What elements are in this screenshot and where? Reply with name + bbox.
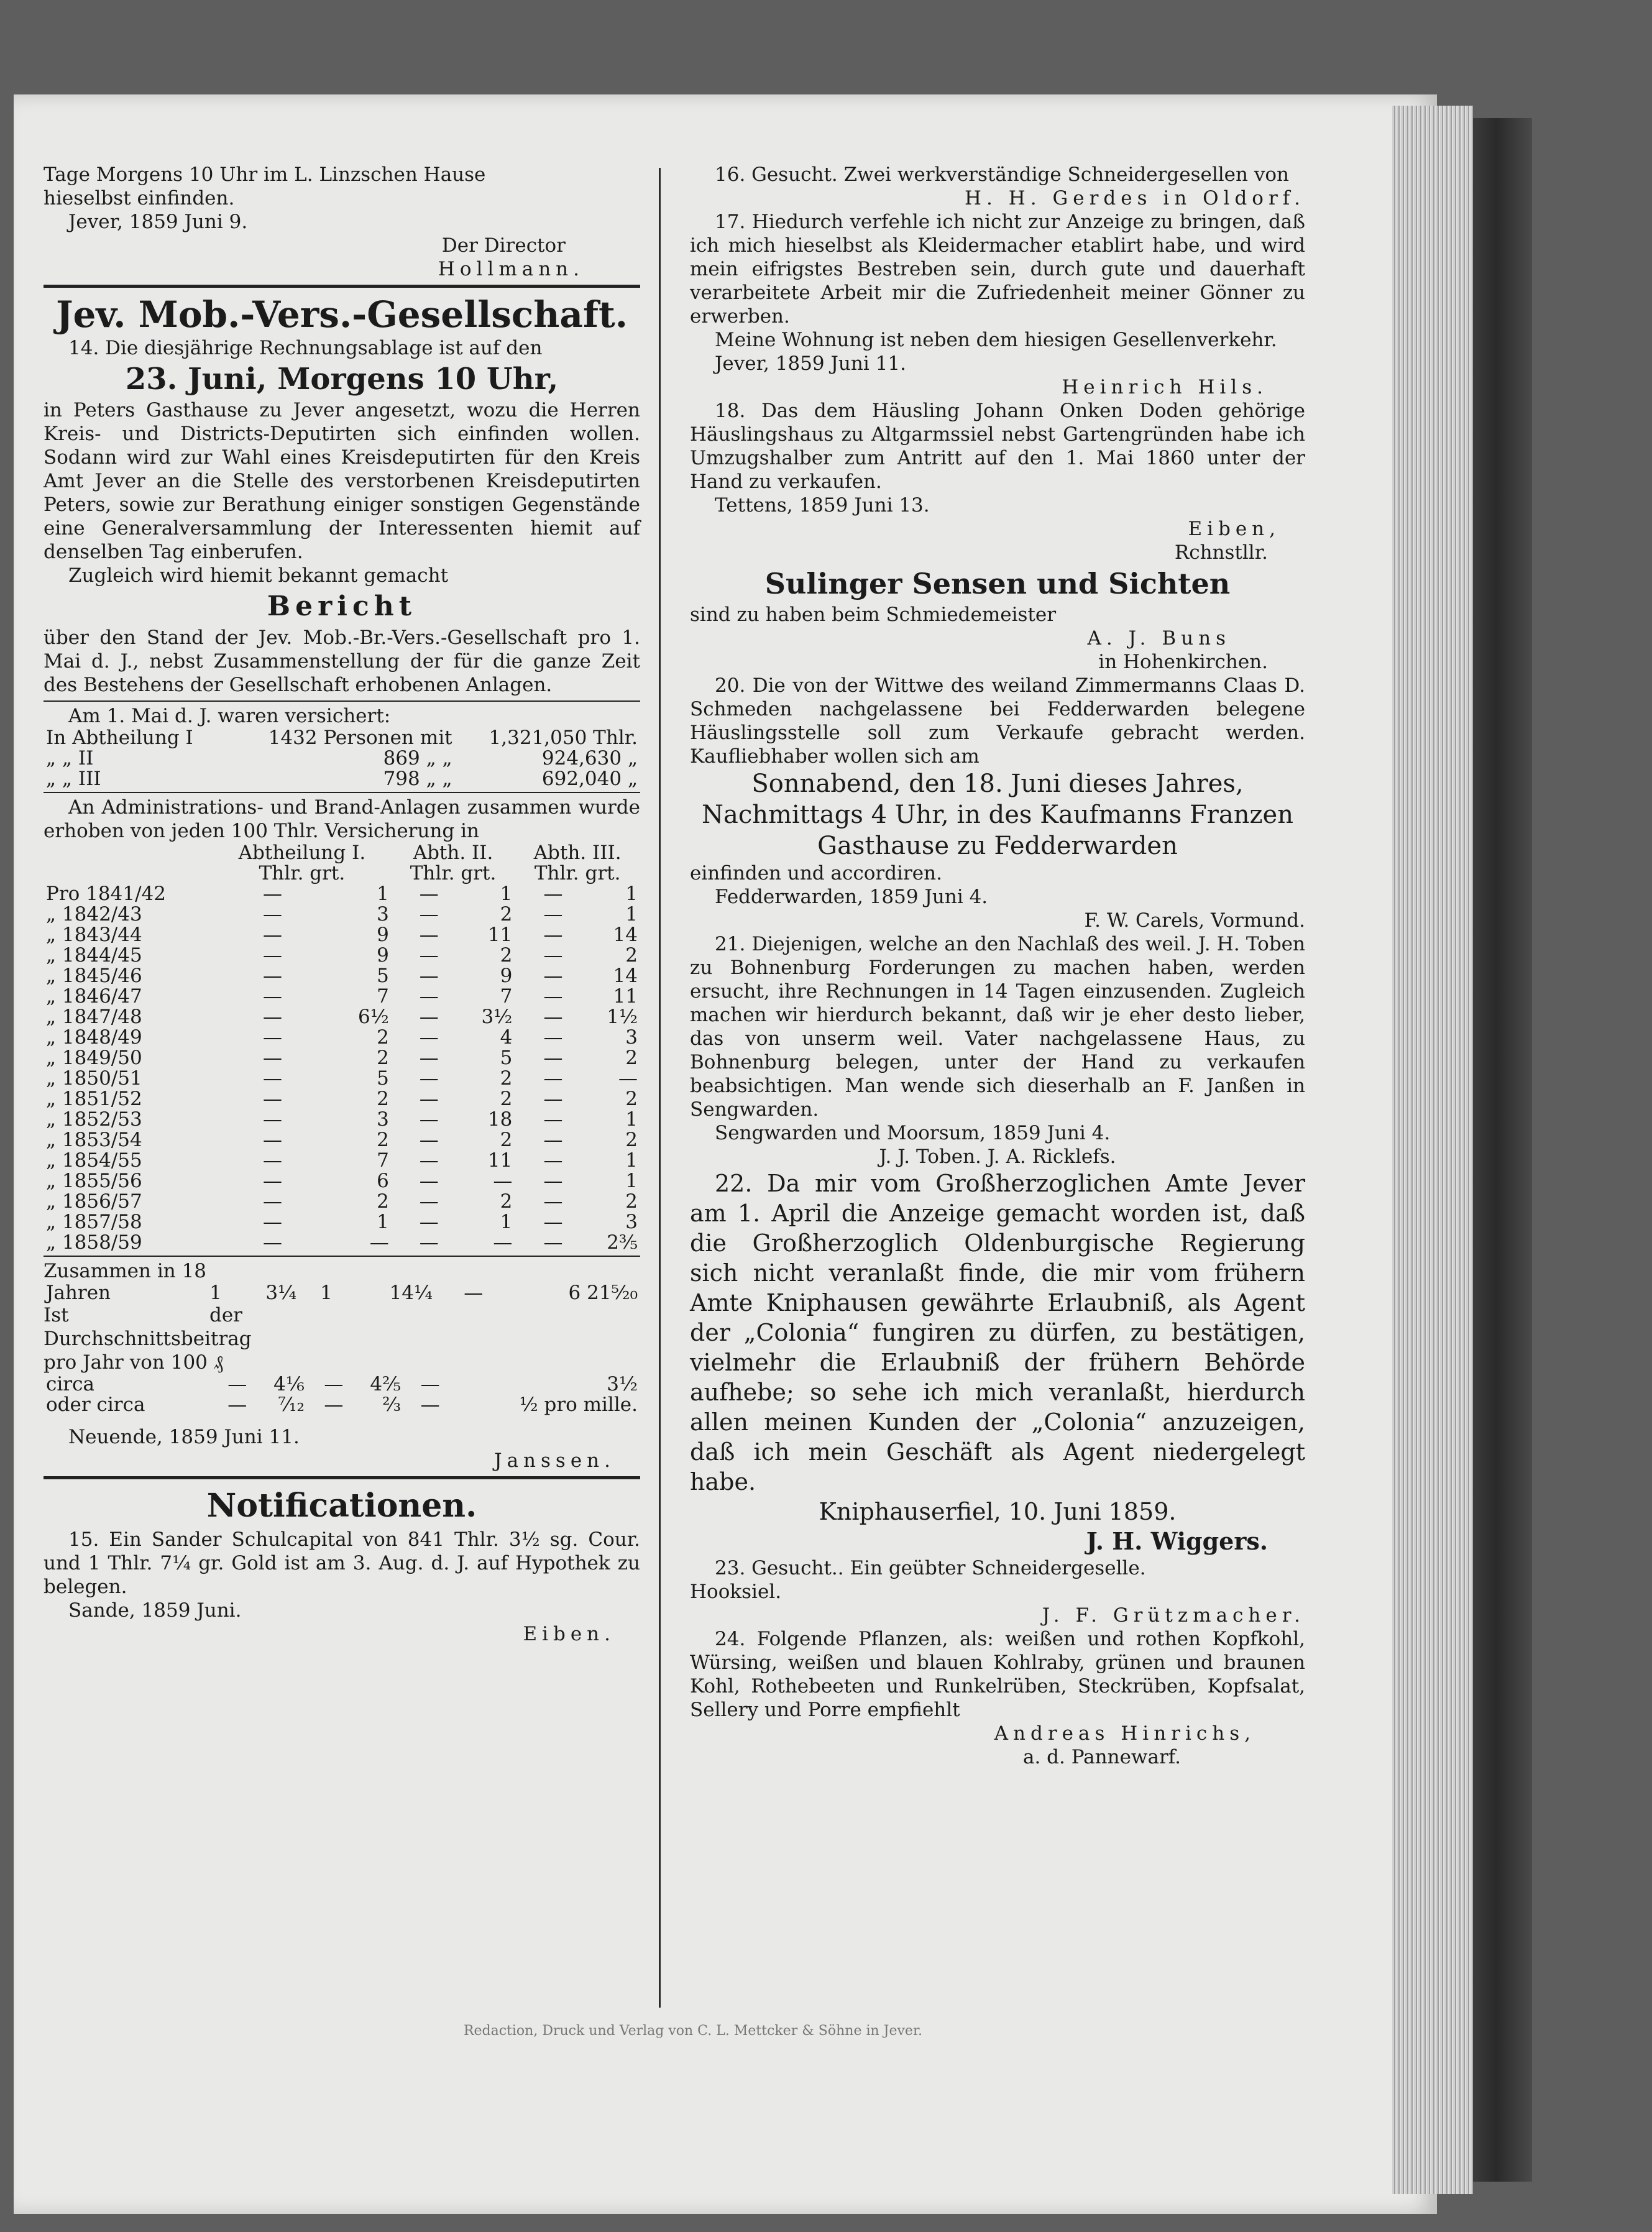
table-cell: 2 xyxy=(500,1129,513,1151)
intro-line-1: Tage Morgens 10 Uhr im L. Linzschen Hause xyxy=(44,163,486,186)
notice-20-place-date: Fedderwarden, 1859 Juni 4. xyxy=(715,886,988,908)
table-cell: — xyxy=(227,1394,247,1416)
divider xyxy=(44,792,640,793)
table-cell: — xyxy=(324,1394,344,1416)
notice-14-d: über den Stand der Jev. Mob.-Br.-Vers.-Gesellschaft pro 1. Mai d. J., nebst Zusammenstellung der für die ganze Zeit des Bestehens der Gesellschaft erhobenen Anlagen. xyxy=(44,627,640,696)
column-header: Abth. II. xyxy=(413,842,493,864)
notice-15: 15. Ein Sander Schulcapital von 841 Thlr. 3½ sg. Cour. und 1 Thlr. 7¼ gr. Gold ist am 3. Aug. d. J. auf Hypothek zu belegen. xyxy=(44,1528,640,1598)
table-cell: 1 xyxy=(625,1149,638,1172)
table-cell: — xyxy=(543,1108,563,1131)
table-cell: 2 xyxy=(500,1067,513,1090)
table-cell: 11 xyxy=(487,1149,513,1172)
table-cell: — xyxy=(263,1211,283,1233)
table-cell: 2 xyxy=(377,1129,389,1151)
table-row xyxy=(44,1007,640,1027)
table-cell: — xyxy=(419,1088,439,1110)
total-label: Zusammen in 18 xyxy=(44,1260,207,1282)
table-cell: — xyxy=(543,903,563,925)
notice-23-signature: J. F. Grützmacher. xyxy=(1042,1604,1305,1627)
table-cell: — xyxy=(263,1026,283,1049)
table-cell: „ 1857/58 xyxy=(46,1211,142,1233)
table-cell: — xyxy=(543,924,563,946)
table-row xyxy=(44,1283,640,1303)
notice-21-signature: J. J. Toben. J. A. Ricklefs. xyxy=(879,1146,1116,1168)
table-cell: — xyxy=(419,1047,439,1069)
table-cell: 4⅙ xyxy=(273,1373,305,1395)
table-cell: 1 xyxy=(320,1282,333,1304)
table-cell: ⁷⁄₁₂ xyxy=(278,1394,305,1416)
table-cell: — xyxy=(543,1170,563,1192)
table-row xyxy=(44,966,640,986)
table-row xyxy=(44,904,640,925)
table-cell: 3 xyxy=(377,1108,389,1131)
total-table xyxy=(44,1283,640,1303)
notice-20-b: einfinden und accordiren. xyxy=(690,862,942,884)
table-cell: 11 xyxy=(487,924,513,946)
table-row xyxy=(44,1109,640,1130)
table-cell: — xyxy=(419,883,439,905)
notice-22: 22. Da mir vom Großherzoglichen Amte Jever am 1. April die Anzeige gemacht worden ist, daß die Großherzoglich Oldenburgische Regierung sich nicht veranlaßt finde, die mir vom frühern Amte Kniphausen gewährte Erlaubniß, als Agent der „Colonia“ fungiren zu dürfen, zu bestätigen, vielmehr die Erlaubniß der frühern Behörde aufhebe; so sehe ich mich veranlaßt, hierdurch allen meinen Kunden der „Colonia“ anzuzeigen, daß ich mein Geschäft als Agent niedergelegt habe. xyxy=(690,1170,1305,1495)
table-cell: — xyxy=(263,1149,283,1172)
table-row xyxy=(44,769,640,789)
table-cell: 5 xyxy=(500,1047,513,1069)
table-cell: 798 „ „ xyxy=(383,768,452,790)
table-row xyxy=(44,1150,640,1171)
table-cell: 2 xyxy=(377,1088,389,1110)
table-cell: 6½ xyxy=(358,1006,389,1028)
table-cell: — xyxy=(543,944,563,967)
table-row xyxy=(44,1027,640,1048)
table-cell: — xyxy=(263,944,283,967)
table-row xyxy=(44,925,640,945)
table-cell: 7 xyxy=(377,985,389,1008)
notice-16: 16. Gesucht. Zwei werkverständige Schneidergesellen von xyxy=(715,163,1289,186)
average-table xyxy=(44,1374,640,1415)
neuende-signature: Janssen. xyxy=(494,1449,615,1472)
table-cell: — xyxy=(464,1282,484,1304)
column-header: Thlr. grt. xyxy=(410,862,497,884)
table-cell: — xyxy=(263,985,283,1008)
table-cell: „ 1842/43 xyxy=(46,903,142,925)
table-cell: 2 xyxy=(500,944,513,967)
table-cell: ⅔ xyxy=(382,1394,402,1416)
notice-24-signature: Andreas Hinrichs, xyxy=(994,1722,1255,1745)
table-cell: 2 xyxy=(625,1047,638,1069)
section-rule xyxy=(44,285,640,288)
notice-15-date: Sande, 1859 Juni. xyxy=(68,1599,242,1622)
table-cell: 3½ xyxy=(607,1373,638,1395)
table-cell: 924,630 „ xyxy=(541,747,638,769)
table-cell: Jahren xyxy=(46,1282,111,1304)
table-cell: 3¼ xyxy=(265,1282,297,1304)
table-cell: — xyxy=(543,985,563,1008)
table-cell: — xyxy=(543,1211,563,1233)
table-cell: — xyxy=(263,1088,283,1110)
table-row xyxy=(44,1192,640,1212)
table-cell: — xyxy=(263,965,283,987)
table-cell: 5 xyxy=(377,1067,389,1090)
notice-24: 24. Folgende Pflanzen, als: weißen und rothen Kopfkohl, Würsing, weißen und blauen Kohlraby, grünen und braunen Kohl, Rothebeeten und Runkelrüben, Steckrüben, Kopfsalat, Sellery und Porre empfiehlt xyxy=(690,1628,1305,1721)
table-cell: — xyxy=(543,883,563,905)
notice-14-body: in Peters Gasthause zu Jever angesetzt, wozu die Herren Kreis- und Districts-Deputirten sich einfinden wollen. Sodann wird zur Wahl eines Kreisdeputirten für den Kreis Amt Jever an die Stelle des verstorbenen Kreisdeputirten Peters, sowie zur Berathung einiger sonstigen Gegenstände eine Generalversammlung der Interessenten hiemit auf denselben Tag einberufen. xyxy=(44,399,640,563)
table-cell: 2 xyxy=(625,1088,638,1110)
table-cell: „ 1844/45 xyxy=(46,944,142,967)
table-row xyxy=(44,1212,640,1233)
table-cell: — xyxy=(419,924,439,946)
table-row xyxy=(44,748,640,769)
table-cell: — xyxy=(263,924,283,946)
table-cell: 7 xyxy=(500,985,513,1008)
table-cell: — xyxy=(263,1108,283,1131)
column-header: Abtheilung I. xyxy=(238,842,366,864)
table-cell: 1 xyxy=(209,1282,222,1304)
table-cell: — xyxy=(419,985,439,1008)
table-cell: — xyxy=(263,1231,283,1254)
notice-21-date: Sengwarden und Moorsum, 1859 Juni 4. xyxy=(715,1122,1111,1144)
book-spine xyxy=(1473,118,1532,2182)
levy-table xyxy=(44,843,640,1253)
table-cell: „ 1858/59 xyxy=(46,1231,142,1254)
table-cell: „ 1849/50 xyxy=(46,1047,142,1069)
table-cell: 9 xyxy=(500,965,513,987)
table-cell: — xyxy=(263,1129,283,1151)
notice-14-a: 14. Die diesjährige Rechnungsablage ist auf den xyxy=(68,337,543,359)
table-cell: 2 xyxy=(377,1047,389,1069)
table-cell: — xyxy=(263,1047,283,1069)
table-cell: 2 xyxy=(377,1026,389,1049)
table-cell: 5 xyxy=(377,965,389,987)
table-cell: — xyxy=(543,1190,563,1213)
table-row xyxy=(44,986,640,1007)
table-cell: 3 xyxy=(377,903,389,925)
table-cell: 9 xyxy=(377,944,389,967)
table-cell: In Abtheilung I xyxy=(46,727,193,749)
table-cell: „ 1855/56 xyxy=(46,1170,142,1192)
bericht-heading: Bericht xyxy=(267,590,417,622)
column-header xyxy=(44,863,213,884)
table-row xyxy=(44,945,640,966)
table-cell: — xyxy=(419,1026,439,1049)
column-header: Abth. III. xyxy=(533,842,622,864)
notice-20-date: Sonnabend, den 18. Juni dieses Jahres, Nachmittags 4 Uhr, in des Kaufmanns Franzen Gasthause zu Fedderwarden xyxy=(702,769,1293,860)
notice-19-signature: A. J. Buns xyxy=(1087,627,1231,650)
table-cell: 6 xyxy=(377,1170,389,1192)
notice-23: 23. Gesucht.. Ein geübter Schneidergeselle. xyxy=(715,1557,1146,1579)
table-cell: 869 „ „ xyxy=(383,747,452,769)
column-divider xyxy=(659,168,661,2008)
table-cell: — xyxy=(419,1108,439,1131)
table-cell: — xyxy=(420,1373,440,1395)
insured-heading: Am 1. Mai d. J. waren versichert: xyxy=(68,705,391,727)
table-cell: — xyxy=(263,903,283,925)
table-cell: „ 1856/57 xyxy=(46,1190,142,1213)
notice-17-b: Meine Wohnung ist neben dem hiesigen Gesellenverkehr. xyxy=(715,329,1277,351)
notice-19: sind zu haben beim Schmiedemeister xyxy=(690,604,1057,626)
table-cell: — xyxy=(419,1211,439,1233)
table-row xyxy=(44,1130,640,1150)
divider xyxy=(44,1256,640,1257)
table-cell: 2 xyxy=(500,1088,513,1110)
table-row xyxy=(44,1089,640,1109)
table-cell: 4⅖ xyxy=(370,1373,402,1395)
society-title: Jev. Mob.-Vers.-Gesellschaft. xyxy=(56,293,628,336)
table-cell: — xyxy=(263,1006,283,1028)
table-cell: — xyxy=(419,1006,439,1028)
table-cell: — xyxy=(419,903,439,925)
table-cell: „ 1853/54 xyxy=(46,1129,142,1151)
notice-24-place: a. d. Pannewarf. xyxy=(1022,1746,1181,1768)
table-cell: 2 xyxy=(500,1190,513,1213)
table-cell: — xyxy=(419,1231,439,1254)
table-cell: 2 xyxy=(625,944,638,967)
table-cell: 1 xyxy=(500,1211,513,1233)
table-cell: — xyxy=(543,1006,563,1028)
notice-19-title: Sulinger Sensen und Sichten xyxy=(764,567,1231,600)
notice-18: 18. Das dem Häusling Johann Onken Doden gehörige Häuslingshaus zu Altgarmssiel nebst Gartengründen habe ich Umzugshalber zum Antritt auf den 1. Mai 1860 unter der Hand zu verkaufen. xyxy=(690,400,1305,493)
table-cell: 692,040 „ xyxy=(541,768,638,790)
table-row xyxy=(44,884,640,904)
table-cell: 3½ xyxy=(481,1006,513,1028)
table-cell: „ 1846/47 xyxy=(46,985,142,1008)
notice-15-signature: Eiben. xyxy=(523,1623,615,1645)
table-cell: circa xyxy=(46,1373,94,1395)
notice-16-signature: H. H. Gerdes in Oldorf. xyxy=(965,187,1305,209)
table-cell: 3 xyxy=(625,1211,638,1233)
table-cell: „ 1854/55 xyxy=(46,1149,142,1172)
average-label: Ist der Durchschnittsbeitrag pro Jahr von 100 ₰ xyxy=(44,1304,252,1374)
table-cell: 1 xyxy=(625,1108,638,1131)
notice-20-signature: F. W. Carels, Vormund. xyxy=(1084,909,1305,932)
table-cell: 1 xyxy=(500,883,513,905)
notice-17-date: Jever, 1859 Juni 11. xyxy=(715,352,906,375)
notice-14-date: 23. Juni, Morgens 10 Uhr, xyxy=(125,362,559,397)
table-cell: — xyxy=(543,1149,563,1172)
table-cell: 14¼ xyxy=(389,1282,433,1304)
table-cell: — xyxy=(618,1067,638,1090)
table-cell: 1 xyxy=(625,903,638,925)
table-header-row xyxy=(44,843,640,863)
table-row xyxy=(44,1233,640,1253)
table-cell: „ 1850/51 xyxy=(46,1067,142,1090)
table-cell: — xyxy=(543,1129,563,1151)
insured-table xyxy=(44,728,640,789)
notice-22-date: Kniphauserfiel, 10. Juni 1859. xyxy=(819,1498,1177,1525)
table-cell: — xyxy=(543,1047,563,1069)
table-row xyxy=(44,1171,640,1192)
table-cell: 4 xyxy=(500,1026,513,1049)
notice-17: 17. Hiedurch verfehle ich nicht zur Anzeige zu bringen, daß ich mich hieselbst als Kleidermacher etablirt habe, und wird mein eifrigstes Bestreben sein, durch gute und dauerhaft verarbeitete Arbeit mir die Zufriedenheit meiner Gönner zu erwerben. xyxy=(690,211,1305,328)
table-cell: „ 1847/48 xyxy=(46,1006,142,1028)
table-cell: — xyxy=(369,1231,389,1254)
notice-18-date: Tettens, 1859 Juni 13. xyxy=(715,494,930,517)
table-cell: — xyxy=(419,965,439,987)
table-cell: — xyxy=(419,1067,439,1090)
table-cell: 1432 Personen mit xyxy=(268,727,452,749)
table-row xyxy=(44,1395,640,1415)
table-cell: — xyxy=(543,965,563,987)
table-cell: — xyxy=(543,1067,563,1090)
table-row xyxy=(44,1068,640,1089)
table-cell: — xyxy=(263,883,283,905)
table-cell: — xyxy=(263,1067,283,1090)
table-cell: „ „ II xyxy=(46,747,94,769)
table-cell: 2 xyxy=(625,1190,638,1213)
table-cell: 1 xyxy=(377,1211,389,1233)
notice-18-signature: Eiben, xyxy=(1188,518,1280,540)
section-rule xyxy=(44,1476,640,1479)
intro-signature-name: Hollmann. xyxy=(438,258,584,280)
table-cell: — xyxy=(419,1129,439,1151)
table-cell: Pro 1841/42 xyxy=(46,883,166,905)
table-row xyxy=(44,728,640,748)
column-header xyxy=(44,843,213,863)
table-cell: — xyxy=(419,1170,439,1192)
notice-18-title: Rchnstllr. xyxy=(1174,541,1268,564)
table-cell: — xyxy=(543,1026,563,1049)
table-cell: 1,321,050 Thlr. xyxy=(489,727,638,749)
notice-19-place: in Hohenkirchen. xyxy=(1098,651,1268,673)
table-cell: „ 1851/52 xyxy=(46,1088,142,1110)
table-cell: oder circa xyxy=(46,1394,145,1416)
table-cell: — xyxy=(324,1373,344,1395)
notifications-title: Notificationen. xyxy=(206,1487,477,1525)
table-cell: — xyxy=(263,1190,283,1213)
table-header-row xyxy=(44,863,640,884)
table-cell: 1 xyxy=(625,1170,638,1192)
table-cell: — xyxy=(543,1088,563,1110)
table-cell: 1 xyxy=(377,883,389,905)
table-cell: 9 xyxy=(377,924,389,946)
levy-text: An Administrations- und Brand-Anlagen zusammen wurde erhoben von jeden 100 Thlr. Versicherung in xyxy=(44,796,640,842)
notice-20: 20. Die von der Wittwe des weiland Zimmermanns Claas D. Schmeden nachgelassene bei Fedderwarden belegene Häuslingsstelle soll zum Verkaufe gebracht werden. Kaufliebhaber wollen sich am xyxy=(690,674,1305,768)
table-cell: 2 xyxy=(625,1129,638,1151)
right-column xyxy=(690,163,1305,1769)
table-cell: — xyxy=(419,1149,439,1172)
table-row xyxy=(44,1374,640,1395)
table-cell: „ „ III xyxy=(46,768,101,790)
table-cell: — xyxy=(420,1394,440,1416)
table-cell: 14 xyxy=(613,924,638,946)
table-cell: — xyxy=(263,1170,283,1192)
table-cell: — xyxy=(419,944,439,967)
notice-23-place: Hooksiel. xyxy=(690,1581,782,1603)
table-cell: „ 1843/44 xyxy=(46,924,142,946)
table-cell: 1½ xyxy=(607,1006,638,1028)
column-header: Thlr. grt. xyxy=(259,862,346,884)
table-cell: 2 xyxy=(377,1190,389,1213)
table-cell: 11 xyxy=(613,985,638,1008)
table-cell: 2 xyxy=(500,903,513,925)
notice-17-signature: Heinrich Hils. xyxy=(1062,376,1268,398)
table-cell: 2⅗ xyxy=(607,1231,638,1254)
intro-signature-title: Der Director xyxy=(441,234,566,257)
notice-22-signature: J. H. Wiggers. xyxy=(1086,1527,1268,1555)
table-cell: — xyxy=(227,1373,247,1395)
table-cell: „ 1852/53 xyxy=(46,1108,142,1131)
column-header: Thlr. grt. xyxy=(534,862,621,884)
divider xyxy=(44,700,640,702)
table-cell: 6 21⁵⁄₂₀ xyxy=(568,1282,638,1304)
table-cell: 1 xyxy=(625,883,638,905)
intro-line-2: hieselbst einfinden. xyxy=(44,187,235,209)
printer-footer: Redaction, Druck und Verlag von C. L. Mettcker & Söhne in Jever. xyxy=(463,2023,923,2039)
neuende-date: Neuende, 1859 Juni 11. xyxy=(68,1426,300,1448)
table-cell: „ 1845/46 xyxy=(46,965,142,987)
table-cell: — xyxy=(419,1190,439,1213)
table-cell: ½ pro mille. xyxy=(519,1394,638,1416)
table-cell: — xyxy=(543,1231,563,1254)
table-cell: 14 xyxy=(613,965,638,987)
table-cell: — xyxy=(493,1170,513,1192)
table-cell: 18 xyxy=(487,1108,513,1131)
left-column xyxy=(44,163,640,1646)
notice-21: 21. Diejenigen, welche an den Nachlaß des weil. J. H. Toben zu Bohnenburg Forderungen zu machen haben, werden ersucht, ihre Rechnungen in 14 Tagen einzusenden. Zugleich machen wir hierdurch bekannt, daß wir je eher desto lieber, das von unserm weil. Vater nachgelassene Haus, zu Bohnenburg belegen, unter der Hand zu verkaufen beabsichtigen. Man wende sich dieserhalb an F. Janßen in Sengwarden. xyxy=(690,933,1305,1121)
intro-date: Jever, 1859 Juni 9. xyxy=(68,211,248,233)
table-row xyxy=(44,1048,640,1068)
table-cell: „ 1848/49 xyxy=(46,1026,142,1049)
page-edges xyxy=(1392,106,1473,2194)
notice-14-c: Zugleich wird hiemit bekannt gemacht xyxy=(68,564,449,587)
table-cell: 3 xyxy=(625,1026,638,1049)
table-cell: 7 xyxy=(377,1149,389,1172)
table-cell: — xyxy=(493,1231,513,1254)
